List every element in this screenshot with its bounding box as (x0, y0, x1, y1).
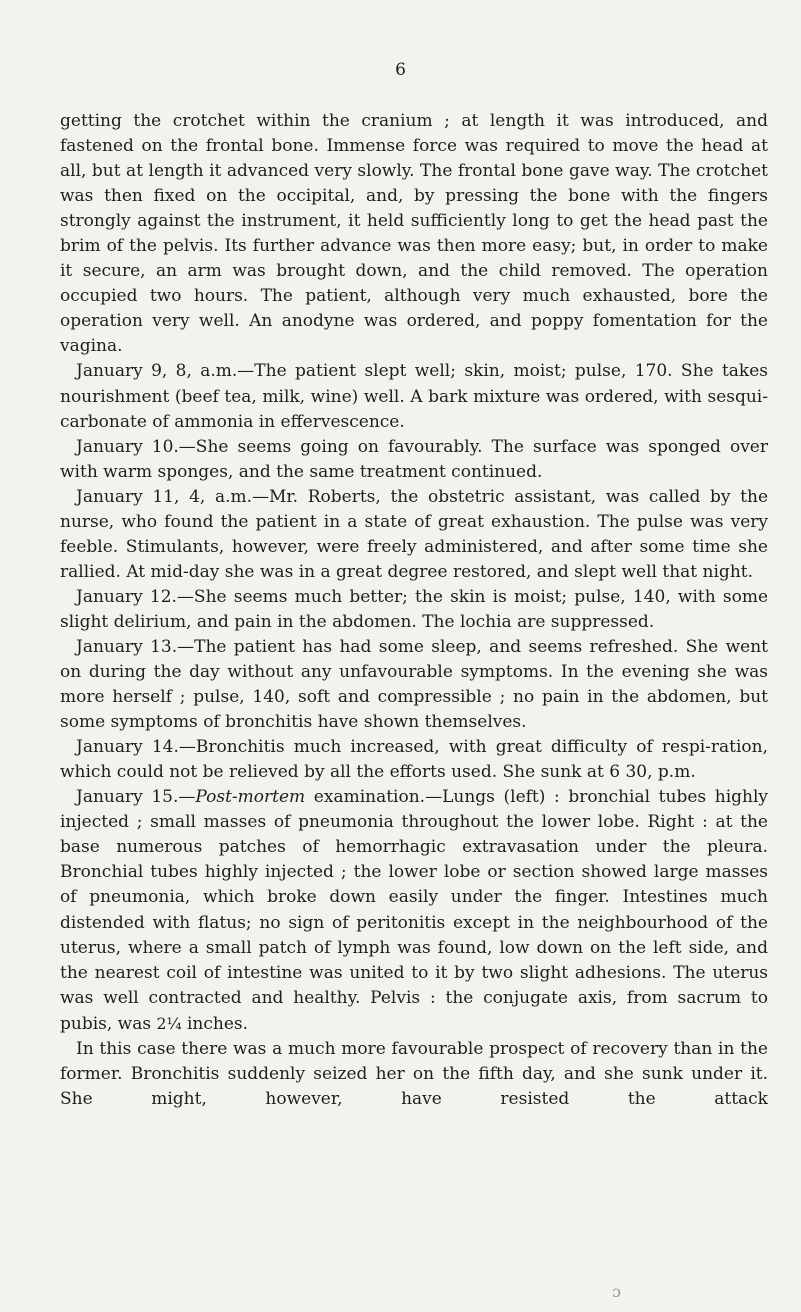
jan-15-body: examination.—Lungs (left) : bronchial tubes highly injected ; small masses of pneumonia throughout the lower lobe. Right : at the base numerous patches of hemorrhagic extravasation under the pleura. Bronchial tubes highly injected ; the lower lobe or section showed large masses of pneumonia, which broke down easily under the finger. Intestines much distended with flatus; no sign of peritonitis except in the neighbourhood of the uterus, where a small patch of lymph was found, low down on the left side, and the nearest coil of intestine was united to it by two slight adhesions. The uterus was well contracted and healthy. Pelvis : the conjugate axis, from sacrum to pubis, was (60, 787, 768, 1034)
paragraph-jan-10: January 10.—She seems going on favourably. The surface was sponged over with warm sponges, and the same treatment continued. (60, 436, 768, 482)
paragraph-jan-12: January 12.—She seems much better; the skin is moist; pulse, 140, with some slight delirium, and pain in the abdomen. The lochia are suppressed. (60, 586, 768, 632)
paragraph-jan-14: January 14.—Bronchitis much increased, with great difficulty of respi-ration, which could not be relieved by all the efforts used. She sunk at 6 30, p.m. (60, 737, 768, 783)
jan-15-lead: January 15.— (76, 787, 196, 808)
paragraph-jan-9: January 9, 8, a.m.—The patient slept well; skin, moist; pulse, 170. She takes nourishment (beef tea, milk, wine) well. A bark mixture was ordered, with sesqui-carbonate of ammonia in effervescence. (60, 361, 768, 432)
body-text (60, 109, 768, 1112)
paragraph-jan-13: January 13.—The patient has had some sleep, and seems refreshed. She went on during the day without any unfavourable symptoms. In the evening she was more herself ; pulse, 140, soft and compressible ; no pain in the abdomen, but some symptoms of bronchitis have shown themselves. (60, 636, 768, 733)
jan-15-end: inches. (181, 1013, 249, 1034)
paragraph-operation: getting the crotchet within the cranium ; at length it was introduced, and fastened on the frontal bone. Immense force was required to move the head at all, but at length it advanced very slowly. The frontal bone gave way. The crotchet was then fixed on the occipital, and, by pressing the bone with the fingers strongly against the instrument, it held sufficiently long to get the head past the brim of the pelvis. Its further advance was then more easy; but, in order to make it secure, an arm was brought down, and the child removed. The operation occupied two hours. The patient, although very much exhausted, bore the operation very well. An anodyne was ordered, and poppy fomentation for the vagina. (60, 111, 768, 357)
paragraph-jan-11: January 11, 4, a.m.—Mr. Roberts, the obstetric assistant, was called by the nurse, who found the patient in a state of great exhaustion. The pulse was very feeble. Stimulants, however, were freely administered, and after some time she rallied. At mid-day she was in a great degree restored, and slept well that night. (60, 486, 768, 582)
paragraph-conclusion: In this case there was a much more favourable prospect of recovery than in the former. Bronchitis suddenly seized her on the fifth day, and she sunk under it. She might, however, have resisted the attack (60, 1038, 768, 1109)
stray-mark: ɔ (612, 1282, 621, 1301)
page-number: 6 (395, 60, 406, 80)
paragraph-jan-15 (60, 785, 768, 1036)
post-mortem-italic: Post-mortem (195, 787, 306, 808)
pelvis-fraction: 2¼ (156, 1013, 182, 1033)
